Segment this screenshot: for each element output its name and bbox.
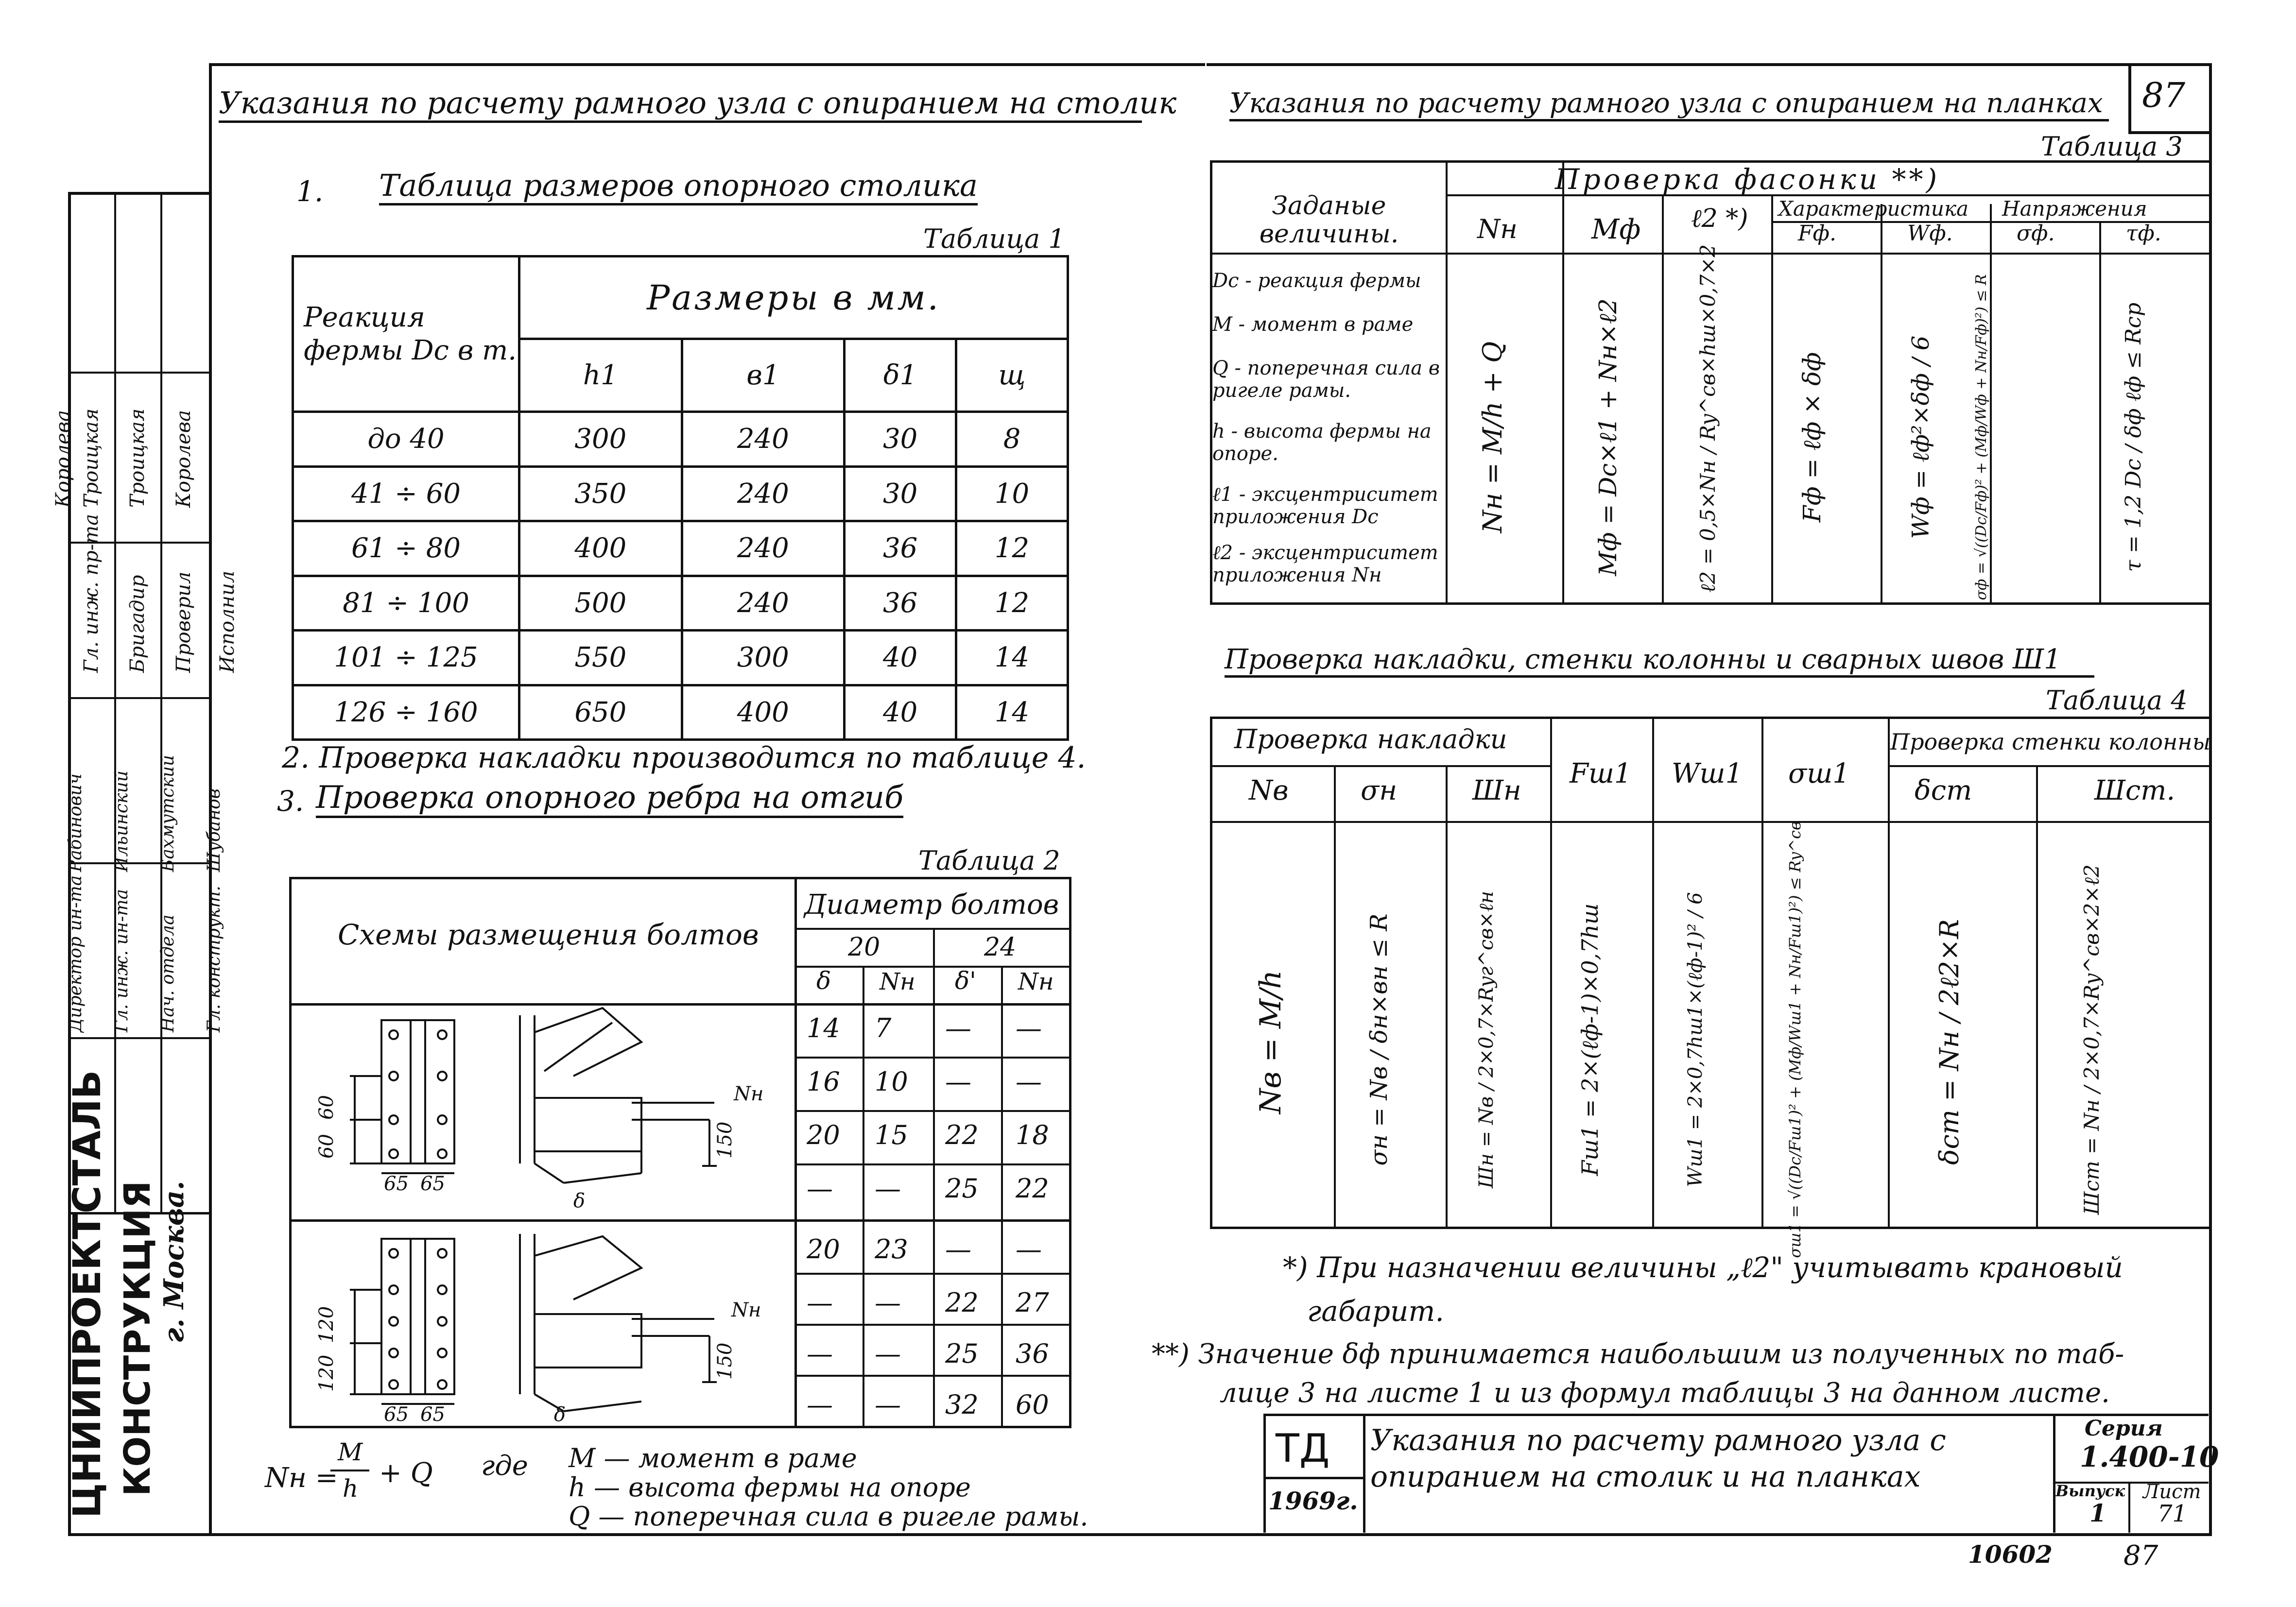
stamp-name-4: Королева [52, 410, 74, 508]
tb-title-1: Указания по расчету рамного узла с [1370, 1423, 1946, 1457]
nh-tail: + Q [379, 1457, 433, 1489]
t3-given-5: ℓ2 - эксцентриситет приложения Nн [1212, 542, 1438, 586]
t2-cell: — [1016, 1234, 1042, 1265]
t3-col-nn: Nн [1477, 214, 1518, 244]
center-divider [1205, 63, 1207, 1530]
table-row: 101 ÷ 125 550 300 40 14 [293, 631, 1068, 685]
t2-cell: 22 [1016, 1173, 1049, 1204]
dim-120-b: 120 [315, 1354, 338, 1392]
t4-formula-4: Wш1 = 2×0,7hш1×(ℓф-1)² / 6 [1684, 892, 1707, 1187]
t2-cell: 18 [1016, 1120, 1049, 1150]
dim-nn: Nн [734, 1083, 764, 1105]
dim-120-a: 120 [315, 1306, 338, 1343]
t4-col-4: Wш1 [1672, 758, 1743, 789]
t2-d20: 20 [848, 933, 880, 962]
t2-cell: — [875, 1173, 901, 1204]
t4-formula-2: Шн = Nв / 2×0,7×Ryг^cв×ℓн [1475, 890, 1498, 1189]
t3-given-2: Q - поперечная сила в ригеле рамы. [1212, 357, 1440, 402]
t2-cell: 20 [807, 1120, 840, 1150]
table-row: 126 ÷ 160 650 400 40 14 [293, 685, 1068, 740]
t4-formula-6: δст = Nн / 2ℓ2×R [1934, 919, 1965, 1165]
t1-label: Таблица 1 [923, 223, 1065, 254]
stamp-name-7: Бахмутский [158, 754, 178, 872]
t2-cell: 14 [807, 1013, 840, 1043]
table-row: до 40 300 240 30 8 [293, 412, 1068, 467]
t2-sub-1: Nн [880, 968, 915, 995]
t4-g1: Проверка накладки [1234, 724, 1507, 754]
stamp-role-1: Гл. инж. пр-та [80, 513, 103, 673]
t3-col-mf: Mф [1591, 214, 1641, 245]
t2-cell: — [807, 1389, 833, 1420]
t3-given-4: ℓ1 - эксцентриситет приложения Dc [1212, 483, 1438, 528]
dim-65-c: 65 [384, 1403, 409, 1423]
t4-formula-0: Nв = M/h [1254, 970, 1288, 1114]
tb-issue-label: Выпуск [2055, 1482, 2125, 1500]
t2-cell: — [1016, 1013, 1042, 1043]
table-row: 81 ÷ 100 500 240 36 12 [293, 576, 1068, 631]
t2-cell: 10 [875, 1066, 908, 1097]
t4-label: Таблица 4 [2046, 685, 2188, 716]
t3-col-wf: Wф. [1907, 221, 1953, 246]
nh-def-2: Q — поперечная сила в ригеле рамы. [569, 1501, 1088, 1532]
stamp-role-4: Исполнил [216, 570, 239, 673]
page-number-box [2128, 63, 2209, 134]
t2-cell: 60 [1016, 1389, 1049, 1420]
t3-col-sf: σф. [2017, 221, 2055, 246]
tb-sheet: 71 [2158, 1500, 2188, 1527]
t2-cell: — [807, 1338, 833, 1369]
dim-60-b: 60 [315, 1134, 338, 1159]
t2-cell: — [875, 1287, 901, 1318]
tb-series-label: Серия [2085, 1416, 2163, 1441]
stamp-org2: КОНСТРУКЦИЯ [117, 1180, 158, 1496]
t2-cell: 27 [1016, 1287, 1049, 1318]
t3-stress: Напряжения [2002, 197, 2147, 221]
t3-col-tf: τф. [2126, 221, 2161, 246]
bottom-num: 10602 [1968, 1540, 2053, 1569]
bolt-scheme-drawing [292, 1003, 792, 1423]
tb-year: 1969г. [1268, 1487, 1358, 1515]
stamp-role-8: Гл. конструкт. [204, 886, 224, 1032]
stamp-name-5: Рабинович [66, 773, 86, 872]
nh-def-0: M — момент в раме [569, 1443, 857, 1473]
t2-cell: 16 [807, 1066, 840, 1097]
t3-formula-3: Fф = ℓф × δф [1798, 352, 1826, 523]
stamp-name-2: Троицкая [126, 408, 149, 508]
t4-col-1: σн [1361, 775, 1398, 806]
nh-def-1: h — высота фермы на опоре [569, 1472, 971, 1503]
t4-formula-1: σн = Nв / δн×вн ≤ R [1365, 913, 1393, 1166]
t2-cell: 22 [945, 1287, 979, 1318]
tb-issue: 1 [2089, 1499, 2106, 1527]
t3-label: Таблица 3 [2041, 131, 2183, 162]
t3-given-1: M - момент в раме [1212, 313, 1414, 336]
t2-cell: — [875, 1338, 901, 1369]
dim-nn-b: Nн [731, 1299, 761, 1321]
t2-diam: Диаметр болтов [804, 889, 1059, 921]
stamp-role-7: Нач. отдела [158, 914, 178, 1032]
t4-g2: Проверка стенки колонны [1890, 729, 2211, 755]
t3-formula-6: τ = 1,2 Dc / δф ℓф ≤ Rср [2121, 302, 2146, 572]
page-number: 87 [2142, 75, 2186, 115]
t1-h1: h1 [519, 339, 682, 412]
t2-d24: 24 [984, 933, 1017, 962]
t1-col0: Реакция фермы Dc в т. [293, 256, 519, 412]
t2-cell: — [945, 1066, 971, 1097]
s2-text: 2. Проверка накладки производится по таблице 4. [282, 741, 1086, 775]
t1-d1: δ1 [845, 339, 956, 412]
tb-td: ТД [1276, 1426, 1330, 1471]
stamp-name-1: Троицкая [80, 408, 103, 508]
tb-title-2: опиранием на столик и на планках [1370, 1460, 1921, 1494]
tb-sheet-label: Лист [2143, 1481, 2201, 1503]
t2-sub-3: Nн [1018, 968, 1054, 995]
t2-schemes: Схемы размещения болтов [338, 918, 759, 951]
t3-given-0: Dc - реакция фермы [1212, 270, 1421, 292]
t1-b1: в1 [682, 339, 845, 412]
t3-col-l2: ℓ2 *) [1691, 204, 1748, 233]
t3-col-ff: Fф. [1798, 221, 1836, 246]
nh-num: M [338, 1438, 363, 1466]
dim-delta: δ [573, 1190, 586, 1212]
nh-lhs: Nн = [265, 1462, 338, 1494]
nh-bar [330, 1470, 369, 1471]
t3-check: Проверка фасонки **) [1555, 163, 1940, 196]
stamp-name-6: Ильинский [112, 770, 132, 872]
t4-col-5: σш1 [1788, 758, 1850, 789]
nh-where: где [481, 1450, 528, 1482]
s3-title: Проверка опорного ребра на отгиб [316, 780, 903, 818]
t3-given: Заданые величины. [1259, 191, 1399, 249]
stamp-name-8: Шубанов [204, 788, 224, 872]
t3-formula-4: Wф = ℓф²×δф / 6 [1907, 335, 1934, 539]
t2-cell: 25 [945, 1338, 979, 1369]
table-1 [292, 255, 1069, 741]
tb-series: 1.400-10 [2080, 1440, 2219, 1473]
stamp-role-6: Гл. инж. ин-та [112, 889, 132, 1032]
t4-heading: Проверка накладки, стенки колонны и сварных швов Ш1 [1225, 644, 2094, 678]
s1-title: Таблица размеров опорного столика [379, 168, 978, 205]
nh-den: h [343, 1474, 359, 1503]
table-row: 41 ÷ 60 350 240 30 10 [293, 466, 1068, 521]
t4-col-6: δст [1915, 775, 1972, 806]
t2-cell: — [945, 1013, 971, 1043]
t4-formula-5: σш1 = √((Dc/Fш1)² + (Mф/Wш1 + Nн/Fш1)²) ≤ Ry^cв [1786, 821, 1804, 1258]
note-1a: *) При назначении величины „ℓ2" учитывать крановый [1283, 1251, 2123, 1284]
t3-formula-2: ℓ2 = 0,5×Nн / Ry^cв×hш×0,7×2 [1696, 244, 1720, 593]
t2-cell: 20 [807, 1234, 840, 1265]
t4-col-3: Fш1 [1570, 758, 1632, 789]
t3-formula-1: Mф = Dc×ℓ1 + Nн×ℓ2 [1594, 298, 1622, 576]
t2-cell: — [1016, 1066, 1042, 1097]
stamp-role-3: Проверил [173, 571, 195, 673]
t1-group: Размеры в мм. [519, 256, 1068, 339]
s3-num: 3. [277, 785, 304, 818]
dim-60-a: 60 [315, 1095, 338, 1120]
stamp-role-2: Бригадир [126, 575, 149, 673]
t3-given-3: h - высота фермы на опоре. [1212, 420, 1432, 465]
table-row: 61 ÷ 80 400 240 36 12 [293, 521, 1068, 576]
t2-label: Таблица 2 [918, 845, 1060, 876]
t2-cell: — [807, 1173, 833, 1204]
stamp-role-5: Директор ин-та [66, 875, 86, 1032]
dim-150: 150 [714, 1121, 736, 1159]
t2-sub-0: δ [816, 967, 831, 995]
t4-formula-3: Fш1 = 2×(ℓф-1)×0,7hш [1577, 903, 1603, 1176]
dim-150-b: 150 [714, 1342, 736, 1380]
t4-col-7: Шст. [2094, 775, 2175, 806]
stamp-grid [68, 192, 209, 1212]
note-2b: лице 3 на листе 1 и из формул таблицы 3 на данном листе. [1220, 1377, 2110, 1409]
t2-cell: — [807, 1287, 833, 1318]
dim-65-d: 65 [420, 1403, 445, 1423]
t4-col-2: Шн [1472, 775, 1521, 806]
t2-cell: 36 [1016, 1338, 1049, 1369]
t2-cell: 22 [945, 1120, 979, 1150]
right-heading: Указания по расчету рамного узла с опиранием на планках [1229, 87, 2109, 121]
dim-65-b: 65 [420, 1173, 445, 1195]
t2-cell: 7 [875, 1013, 892, 1043]
left-heading: Указания по расчету рамного узла с опиранием на столик [219, 85, 1142, 123]
dim-65-a: 65 [384, 1173, 409, 1195]
note-1b: габарит. [1307, 1295, 1444, 1328]
t2-cell: 15 [875, 1120, 908, 1150]
t3-char: Характеристика [1778, 197, 1969, 221]
t1-sh: щ [956, 339, 1068, 412]
t2-cell: 25 [945, 1173, 979, 1204]
t2-cell: — [945, 1234, 971, 1265]
t3-formula-0: Nн = M/h + Q [1477, 341, 1508, 533]
stamp-org1: ЦНИИПРОЕКТСТАЛЬ [66, 1070, 109, 1518]
t4-col-0: Nв [1249, 775, 1289, 806]
t2-cell: — [875, 1389, 901, 1420]
t4-formula-7: Шст = Nн / 2×0,7×Ry^cв×2×ℓ2 [2080, 864, 2104, 1215]
stamp-city: г. Москва. [158, 1180, 190, 1343]
dim-delta-b: δ [554, 1403, 566, 1423]
stamp-name-3: Королева [173, 410, 195, 508]
t3-formula-5: σф = √((Dc/Fф)² + (Mф/Wф + Nн/Fф)²) ≤ R [1973, 274, 1990, 600]
s1-num: 1. [296, 175, 324, 208]
t2-sub-2: δ' [955, 967, 976, 995]
note-2a: **) Значение δф принимается наибольшим из полученных по таб- [1152, 1338, 2124, 1370]
bottom-page: 87 [2123, 1540, 2158, 1572]
t2-cell: 23 [875, 1234, 908, 1265]
t2-cell: 32 [945, 1389, 979, 1420]
